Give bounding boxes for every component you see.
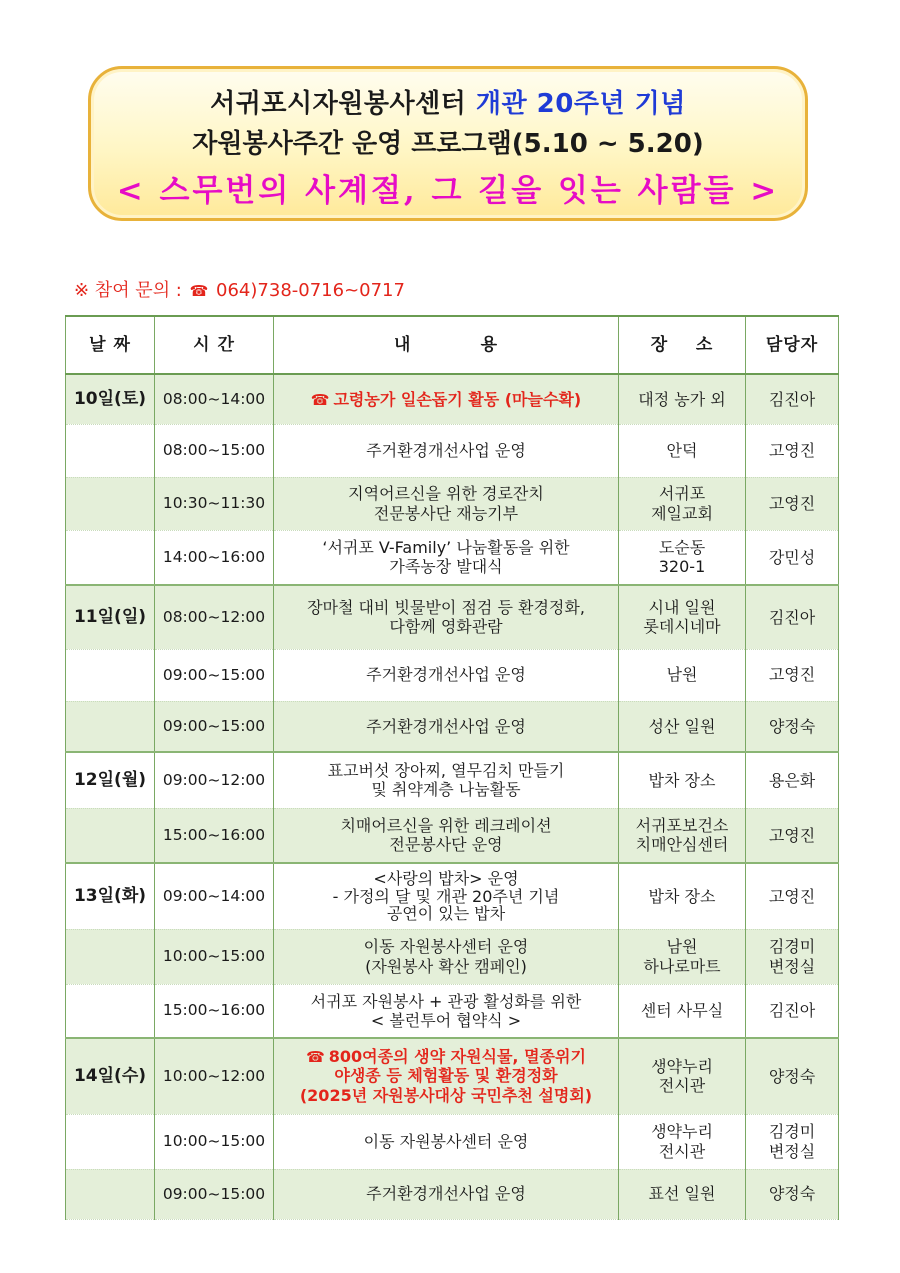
phone-icon: ☎ bbox=[189, 282, 209, 300]
cell-place: 대정 농가 외 bbox=[619, 374, 746, 424]
cell-person: 김진아 bbox=[746, 984, 839, 1038]
content-line: (자원봉사 확산 캠페인) bbox=[365, 956, 527, 976]
cell-person bbox=[746, 1114, 839, 1169]
cell-place: 밥차 장소 bbox=[619, 863, 746, 929]
cell-person: 강민성 bbox=[746, 530, 839, 585]
cell-time: 10:00~12:00 bbox=[155, 1038, 274, 1114]
cell-content bbox=[274, 929, 619, 984]
place-line: 생약누리 bbox=[651, 1057, 713, 1077]
cell-time: 09:00~12:00 bbox=[155, 752, 274, 808]
cell-date: 14일(수) bbox=[66, 1038, 155, 1114]
content-line: 서귀포 자원봉사 + 관광 활성화를 위한 bbox=[310, 991, 582, 1011]
phone-icon: ☎ bbox=[310, 390, 330, 409]
cell-time: 09:00~15:00 bbox=[155, 701, 274, 752]
content-line: 공연이 있는 밥차 bbox=[386, 903, 506, 923]
cell-content bbox=[274, 752, 619, 808]
table-row bbox=[66, 701, 839, 752]
cell-person: 양정숙 bbox=[746, 1169, 839, 1219]
cell-person: 고영진 bbox=[746, 424, 839, 477]
header-content: 내 용 bbox=[274, 316, 619, 374]
phone-icon: ☎ bbox=[306, 1047, 325, 1066]
banner-line-1 bbox=[91, 83, 805, 120]
table-row bbox=[66, 424, 839, 477]
cell-time: 10:00~15:00 bbox=[155, 929, 274, 984]
content-line: 및 취약계층 나눔활동 bbox=[371, 780, 521, 800]
cell-date bbox=[66, 649, 155, 701]
table-row bbox=[66, 984, 839, 1038]
cell-content bbox=[274, 1038, 619, 1114]
table-row bbox=[66, 1114, 839, 1169]
cell-time: 08:00~12:00 bbox=[155, 585, 274, 649]
title-banner bbox=[88, 66, 808, 221]
place-line: 하나로마트 bbox=[643, 956, 721, 976]
cell-date bbox=[66, 808, 155, 863]
cell-person: 김진아 bbox=[746, 585, 839, 649]
cell-date bbox=[66, 929, 155, 984]
cell-place: 안덕 bbox=[619, 424, 746, 477]
content-line: 야생종 등 체험활동 및 환경정화 bbox=[334, 1066, 558, 1086]
header-place: 장 소 bbox=[619, 316, 746, 374]
cell-person: 양정숙 bbox=[746, 701, 839, 752]
cell-content: 주거환경개선사업 운영 bbox=[274, 701, 619, 752]
cell-person: 김진아 bbox=[746, 374, 839, 424]
content-line: (2025년 자원봉사대상 국민추천 설명회) bbox=[299, 1086, 593, 1105]
cell-time: 09:00~15:00 bbox=[155, 649, 274, 701]
content-line: <사랑의 밥차> 운영 bbox=[373, 869, 519, 889]
content-line: 지역어르신을 위한 경로잔치 bbox=[348, 484, 544, 504]
cell-date bbox=[66, 1114, 155, 1169]
slogan: < 스무번의 사계절, 그 길을 잇는 사람들 > bbox=[116, 173, 780, 209]
content-line: 다함께 영화관람 bbox=[389, 617, 503, 637]
contact-line bbox=[74, 276, 405, 302]
content-line: < 볼런투어 협약식 > bbox=[370, 1010, 522, 1030]
cell-date bbox=[66, 530, 155, 585]
content-line: 치매어르신을 위한 레크레이션 bbox=[340, 816, 552, 836]
person-line: 김경미 bbox=[768, 1122, 816, 1142]
cell-place: 남원 bbox=[619, 649, 746, 701]
person-line: 변정실 bbox=[768, 1141, 816, 1161]
content-line: 고령농가 일손돕기 활동 (마늘수확) bbox=[333, 389, 582, 409]
cell-date bbox=[66, 701, 155, 752]
cell-place: 성산 일원 bbox=[619, 701, 746, 752]
schedule-table bbox=[65, 315, 839, 1220]
place-line: 전시관 bbox=[658, 1141, 706, 1161]
cell-place bbox=[619, 808, 746, 863]
table-row bbox=[66, 808, 839, 863]
person-line: 김경미 bbox=[768, 937, 816, 957]
table-row bbox=[66, 585, 839, 649]
cell-content: 주거환경개선사업 운영 bbox=[274, 1169, 619, 1219]
table-row bbox=[66, 752, 839, 808]
table-row bbox=[66, 530, 839, 585]
table-row bbox=[66, 863, 839, 929]
cell-date bbox=[66, 1169, 155, 1219]
table-row bbox=[66, 1169, 839, 1219]
cell-content: 이동 자원봉사센터 운영 bbox=[274, 1114, 619, 1169]
content-line: 전문봉사단 운영 bbox=[389, 835, 503, 855]
table-row bbox=[66, 1038, 839, 1114]
header-person: 담당자 bbox=[746, 316, 839, 374]
table-row bbox=[66, 649, 839, 701]
place-line: 서귀포보건소 bbox=[635, 816, 729, 836]
cell-date: 12일(월) bbox=[66, 752, 155, 808]
cell-person: 고영진 bbox=[746, 863, 839, 929]
content-line: - 가정의 달 및 개관 20주년 기념 bbox=[332, 886, 560, 906]
cell-place bbox=[619, 477, 746, 530]
header-time: 시 간 bbox=[155, 316, 274, 374]
cell-place bbox=[619, 1114, 746, 1169]
place-line: 롯데시네마 bbox=[643, 617, 721, 637]
cell-person: 고영진 bbox=[746, 649, 839, 701]
place-line: 320-1 bbox=[658, 557, 706, 577]
cell-content bbox=[274, 374, 619, 424]
cell-place bbox=[619, 585, 746, 649]
cell-date: 10일(토) bbox=[66, 374, 155, 424]
cell-content bbox=[274, 863, 619, 929]
cell-time: 08:00~15:00 bbox=[155, 424, 274, 477]
place-line: 제일교회 bbox=[651, 503, 713, 523]
cell-content bbox=[274, 585, 619, 649]
cell-content: 주거환경개선사업 운영 bbox=[274, 424, 619, 477]
table-row bbox=[66, 929, 839, 984]
cell-date bbox=[66, 477, 155, 530]
contact-number[interactable]: 064)738-0716~0717 bbox=[216, 280, 405, 301]
cell-person: 고영진 bbox=[746, 808, 839, 863]
cell-content bbox=[274, 530, 619, 585]
cell-time: 14:00~16:00 bbox=[155, 530, 274, 585]
cell-content bbox=[274, 984, 619, 1038]
cell-person: 용은화 bbox=[746, 752, 839, 808]
cell-person: 양정숙 bbox=[746, 1038, 839, 1114]
cell-person: 고영진 bbox=[746, 477, 839, 530]
place-line: 서귀포 bbox=[658, 484, 706, 504]
cell-time: 15:00~16:00 bbox=[155, 808, 274, 863]
cell-time: 09:00~14:00 bbox=[155, 863, 274, 929]
contact-label: ※ 참여 문의 : bbox=[74, 280, 182, 301]
cell-content: 주거환경개선사업 운영 bbox=[274, 649, 619, 701]
header-date: 날 짜 bbox=[66, 316, 155, 374]
content-line: ‘서귀포 V-Family’ 나눔활동을 위한 bbox=[322, 538, 570, 558]
cell-date: 11일(일) bbox=[66, 585, 155, 649]
table-row bbox=[66, 477, 839, 530]
place-line: 치매안심센터 bbox=[635, 835, 729, 855]
cell-content bbox=[274, 477, 619, 530]
content-line: 가족농장 발대식 bbox=[389, 557, 503, 577]
cell-person bbox=[746, 929, 839, 984]
content-line: 장마철 대비 빗물받이 점검 등 환경정화, bbox=[307, 598, 585, 618]
cell-time: 10:00~15:00 bbox=[155, 1114, 274, 1169]
program-title: 자원봉사주간 운영 프로그램(5.10 ~ 5.20) bbox=[192, 129, 704, 159]
cell-date bbox=[66, 424, 155, 477]
cell-time: 08:00~14:00 bbox=[155, 374, 274, 424]
cell-place: 밥차 장소 bbox=[619, 752, 746, 808]
content-line: 800여종의 생약 자원식물, 멸종위기 bbox=[328, 1046, 586, 1066]
cell-time: 09:00~15:00 bbox=[155, 1169, 274, 1219]
cell-time: 10:30~11:30 bbox=[155, 477, 274, 530]
content-line: 전문봉사단 재능기부 bbox=[373, 503, 519, 523]
place-line: 생약누리 bbox=[651, 1122, 713, 1142]
cell-place: 센터 사무실 bbox=[619, 984, 746, 1038]
table-header-row bbox=[66, 316, 839, 374]
table-row bbox=[66, 374, 839, 424]
anniversary-text: 개관 20주년 기념 bbox=[475, 89, 686, 119]
cell-date bbox=[66, 984, 155, 1038]
place-line: 도순동 bbox=[658, 538, 706, 558]
content-line: 이동 자원봉사센터 운영 bbox=[363, 937, 529, 957]
cell-time: 15:00~16:00 bbox=[155, 984, 274, 1038]
center-name: 서귀포시자원봉사센터 bbox=[210, 89, 467, 119]
place-line: 시내 일원 bbox=[648, 598, 716, 618]
place-line: 전시관 bbox=[658, 1076, 706, 1096]
cell-place: 표선 일원 bbox=[619, 1169, 746, 1219]
place-line: 남원 bbox=[666, 937, 698, 957]
cell-place bbox=[619, 1038, 746, 1114]
cell-content bbox=[274, 808, 619, 863]
cell-place bbox=[619, 530, 746, 585]
person-line: 변정실 bbox=[768, 956, 816, 976]
cell-date: 13일(화) bbox=[66, 863, 155, 929]
cell-place bbox=[619, 929, 746, 984]
content-line: 표고버섯 장아찌, 열무김치 만들기 bbox=[327, 761, 565, 781]
